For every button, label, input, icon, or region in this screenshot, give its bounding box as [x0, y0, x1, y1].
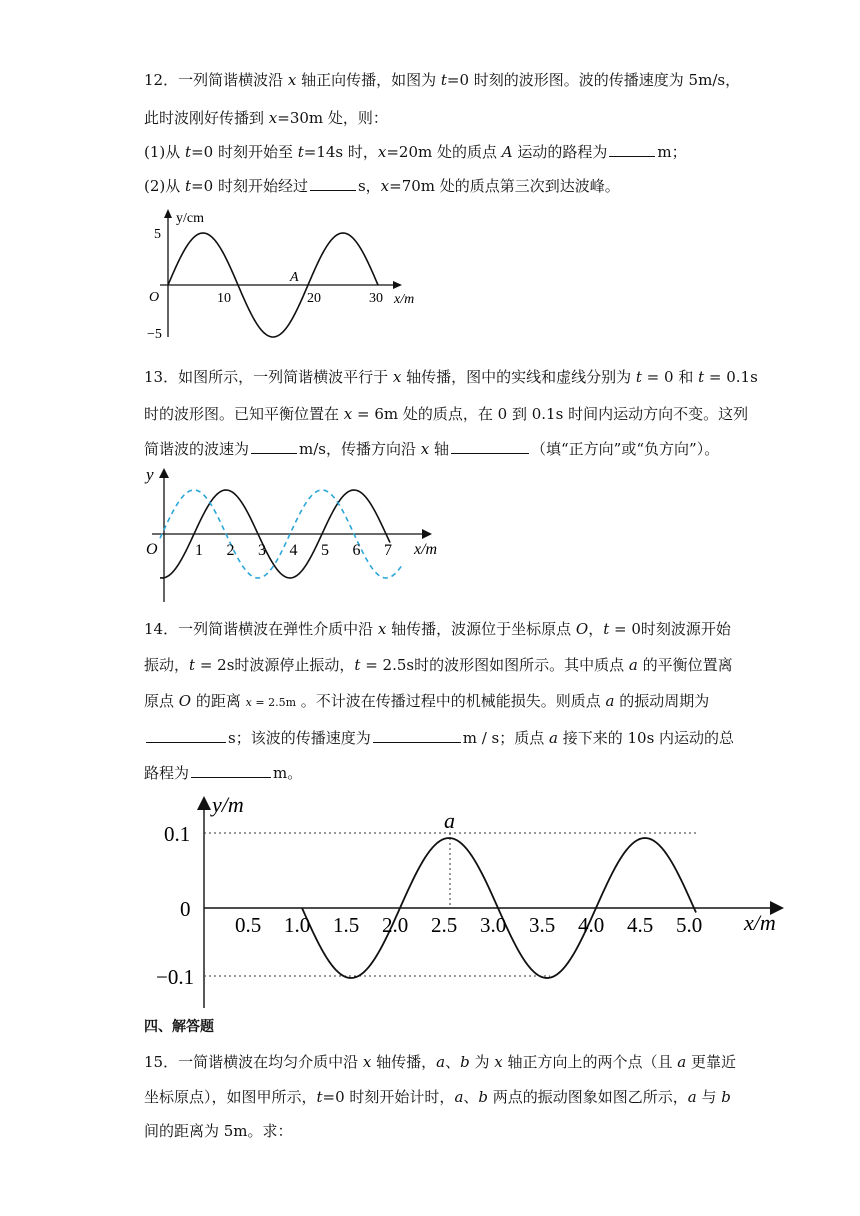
q12-point-A: A	[290, 270, 299, 285]
q13-tick-x-7: 7	[384, 542, 392, 559]
q12-line-2: 此时波刚好传播到 x=30m 处，则：	[144, 109, 388, 127]
q14-tick-x-3.5: 3.5	[529, 913, 556, 937]
q14-line-2: 振动，t = 2s时波源停止振动，t = 2.5s时的波形图如图所示。其中质点 a 的平衡位置离	[144, 656, 733, 674]
q14-x-axis-label: x/m	[744, 910, 776, 935]
q13-line-2: 时的波形图。已知平衡位置在 x = 6m 处的质点，在 0 到 0.1s 时间内运动方向不变。这列	[144, 405, 749, 423]
q14-line-1: 14．一列简谐横波在弹性介质中沿 x 轴传播，波源位于坐标原点 O，t = 0时刻波源开始	[144, 620, 731, 638]
q14-x-ticks	[235, 913, 702, 937]
q13-y-axis-label: y	[146, 465, 154, 484]
q14-blank-1	[146, 728, 226, 743]
q14-tick-x-2.0: 2.0	[382, 913, 409, 937]
q14-tick-x-3.0: 3.0	[480, 913, 507, 937]
q14-tick-x-1.5: 1.5	[333, 913, 360, 937]
q14-tick-x-4.0: 4.0	[578, 913, 605, 937]
q13-blank-2	[451, 439, 529, 454]
q12-tick-y-neg5: −5	[147, 327, 162, 342]
q14-tick-x-4.5: 4.5	[627, 913, 654, 937]
q14-tick-y-neg: −0.1	[156, 965, 195, 989]
q14-line-4: s；该波的传播速度为 m / s；质点 a 接下来的 10s 内运动的总	[144, 728, 734, 748]
q12-line-4: (2)从 t=0 时刻开始经过 s，x=70m 处的质点第三次到达波峰。	[144, 177, 620, 195]
q14-blank-3	[191, 763, 271, 778]
q12-wave-figure	[140, 205, 430, 345]
q13-x-axis-label: x/m	[414, 541, 438, 558]
q14-tick-x-1.0: 1.0	[284, 913, 311, 937]
q14-tick-x-0.5: 0.5	[235, 913, 262, 937]
q13-wave-figure	[140, 462, 450, 602]
q12-tick-x-20: 20	[307, 291, 321, 306]
q14-tick-x-5.0: 5.0	[676, 913, 703, 937]
q14-line-5: 路程为 m。	[144, 764, 303, 782]
q12-line-3: (1)从 t=0 时刻开始至 t=14s 时，x=20m 处的质点 A 运动的路程为 m；	[144, 143, 687, 161]
q14-tick-y-pos: 0.1	[164, 822, 191, 846]
q13-origin-label: O	[146, 541, 158, 558]
q12-tick-x-30: 30	[369, 291, 383, 306]
q14-tick-x-2.5: 2.5	[431, 913, 458, 937]
section-title: 四、解答题	[144, 1019, 214, 1035]
q15-line-2: 坐标原点），如图甲所示，t=0 时刻开始计时，a、b 两点的振动图象如图乙所示，a 与 b	[144, 1088, 731, 1106]
q12-y-axis-label: y/cm	[176, 211, 204, 226]
q14-blank-2	[373, 728, 461, 743]
q13-line-3: 简谐波的波速为 m/s，传播方向沿 x 轴 （填“正方向”或“负方向”）。	[144, 440, 720, 458]
q13-tick-x-1: 1	[195, 542, 203, 559]
q13-blank-1	[251, 439, 297, 454]
q13-tick-x-4: 4	[289, 542, 298, 559]
q14-origin-label: 0	[180, 897, 191, 921]
q12-tick-x-10: 10	[217, 291, 231, 306]
q13-line-1: 13．如图所示，一列简谐横波平行于 x 轴传播，图中的实线和虚线分别为 t = 0 和 t = 0.1s	[144, 368, 758, 386]
q13-tick-x-3: 3	[258, 542, 266, 559]
q14-wave-figure	[156, 790, 790, 1012]
q14-point-a: a	[444, 808, 455, 833]
q12-x-axis-label: x/m	[394, 292, 415, 307]
q14-y-axis-label: y/m	[212, 792, 244, 817]
q12-blank-1	[609, 142, 655, 157]
q12-origin-label: O	[149, 290, 160, 305]
q15-line-1: 15．一简谐横波在均匀介质中沿 x 轴传播，a、b 为 x 轴正方向上的两个点（且 a 更靠近	[144, 1053, 736, 1071]
q13-tick-x-2: 2	[226, 542, 235, 559]
q12-line-1: 12．一列简谐横波沿 x 轴正向传播，如图为 t=0 时刻的波形图。波的传播速度为 5m/s，	[144, 71, 741, 89]
q15-line-3: 间的距离为 5m。求：	[144, 1122, 293, 1140]
q13-tick-x-5: 5	[321, 542, 329, 559]
q12-blank-2	[310, 176, 356, 191]
q14-line-3: 原点 O 的距离 x = 2.5m 。不计波在传播过程中的机械能损失。则质点 a 的振动周期为	[144, 692, 710, 710]
q12-tick-y-5: 5	[154, 227, 161, 242]
q13-tick-x-6: 6	[352, 542, 361, 559]
